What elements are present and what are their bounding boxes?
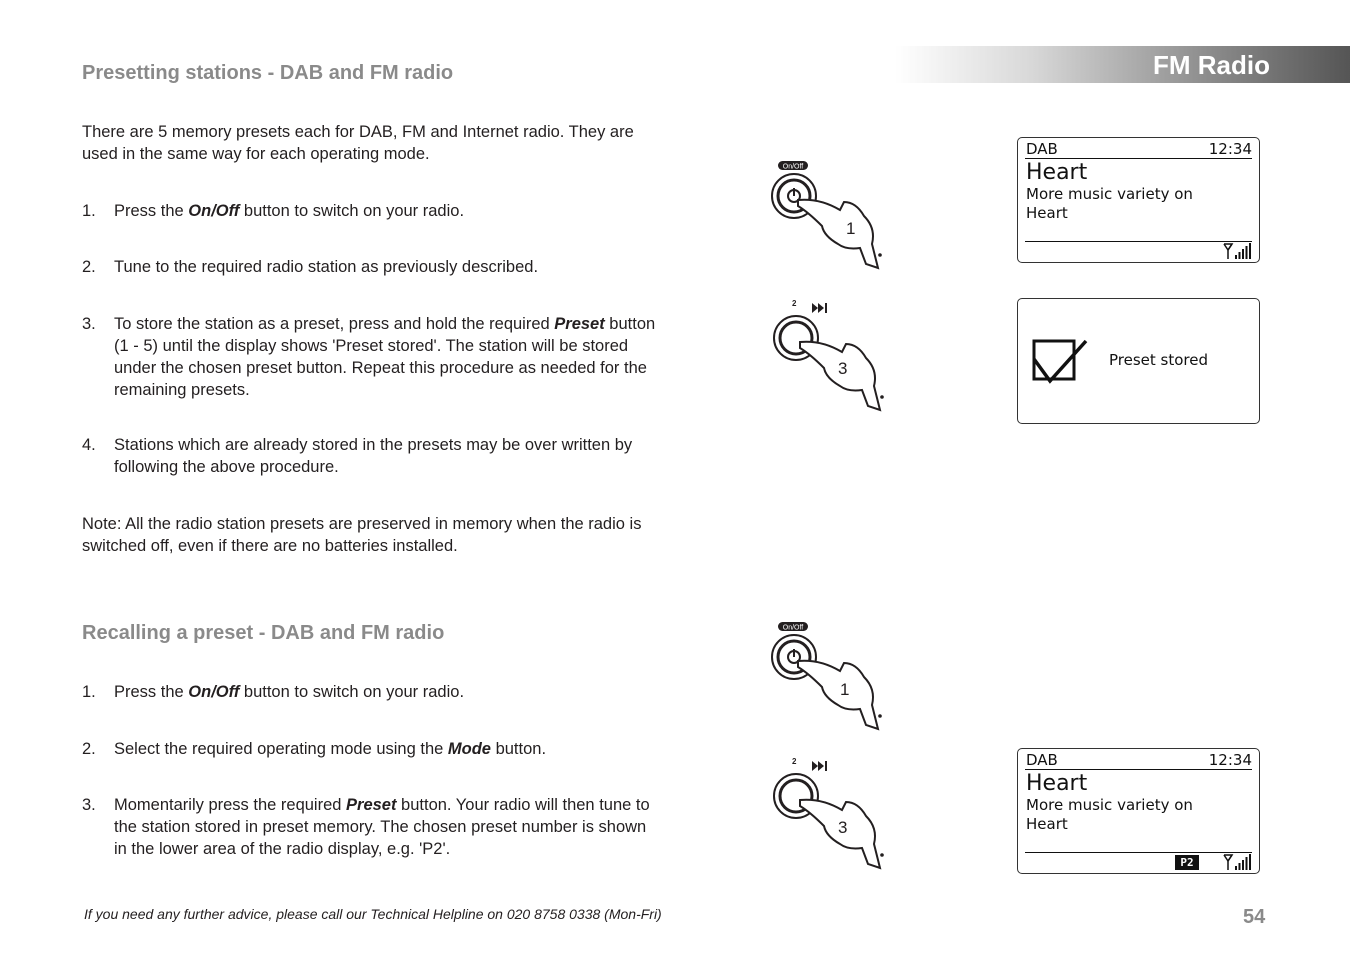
preset-button-illustration — [768, 756, 908, 870]
presetting-note: Note: All the radio station presets are preserved in memory when the radio is switched off, even if there are no batteries installed. — [82, 515, 642, 555]
page-number: 54 — [1243, 906, 1266, 928]
step-label: 3 — [838, 359, 848, 378]
section-title: FM Radio — [1153, 50, 1270, 80]
onoff-label: On/Off — [782, 163, 804, 171]
onoff-button-illustration — [768, 158, 908, 270]
finger-icon — [798, 200, 878, 268]
radio-display-1 — [1017, 137, 1260, 263]
step-keyword: Preset — [346, 796, 397, 814]
preset-number: 2 — [792, 299, 797, 308]
step-keyword: Mode — [447, 740, 491, 758]
signal-strength-icon — [1223, 853, 1251, 871]
checkmark-icon — [1030, 337, 1092, 385]
display-divider — [1025, 852, 1252, 853]
preset-number: 2 — [792, 757, 797, 766]
presetting-heading: Presetting stations - DAB and FM radio — [82, 62, 454, 84]
onoff-label: On/Off — [782, 624, 804, 632]
helpline-footer: If you need any further advice, please call our Technical Helpline on 020 8758 0338 (Mon-Fri) — [84, 906, 662, 922]
step-keyword: Preset — [554, 315, 605, 333]
display-text-line-2: Heart — [1026, 204, 1068, 222]
display-text-line-2: Heart — [1026, 815, 1068, 833]
preset-button-illustration — [768, 298, 908, 412]
display-divider — [1025, 158, 1252, 159]
onoff-button-illustration — [768, 619, 908, 731]
display-time: 12:34 — [1208, 751, 1252, 769]
fast-forward-icon — [812, 761, 827, 771]
step-label: 1 — [846, 219, 856, 238]
step-number: 2. — [82, 258, 96, 276]
display-mode: DAB — [1026, 751, 1058, 769]
display-divider — [1025, 769, 1252, 770]
presetting-intro: There are 5 memory presets each for DAB, FM and Internet radio. They are used in the same way for each operating mode. — [82, 123, 634, 163]
display-text-line-1: More music variety on — [1026, 185, 1193, 203]
preset-badge: P2 — [1175, 855, 1199, 870]
fast-forward-icon — [812, 303, 827, 313]
step-number: 3. — [82, 315, 96, 333]
step-number: 2. — [82, 740, 96, 758]
step-number: 3. — [82, 796, 96, 814]
step-number: 1. — [82, 202, 96, 220]
finger-icon — [798, 661, 878, 729]
display-time: 12:34 — [1208, 140, 1252, 158]
display-divider — [1025, 241, 1252, 242]
display-station: Heart — [1026, 771, 1088, 796]
display-mode: DAB — [1026, 140, 1058, 158]
step-keyword: On/Off — [188, 202, 240, 220]
step-number: 1. — [82, 683, 96, 701]
step-keyword: On/Off — [188, 683, 240, 701]
step-label: 3 — [838, 818, 848, 837]
signal-strength-icon — [1223, 242, 1251, 260]
step-label: 1 — [840, 680, 850, 699]
recalling-heading: Recalling a preset - DAB and FM radio — [82, 622, 445, 644]
section-banner — [895, 46, 1350, 83]
radio-display-3 — [1017, 748, 1260, 874]
display-message: Preset stored — [1109, 351, 1209, 369]
radio-display-2 — [1017, 298, 1260, 424]
step-number: 4. — [82, 436, 96, 454]
display-text-line-1: More music variety on — [1026, 796, 1193, 814]
display-station: Heart — [1026, 160, 1088, 185]
